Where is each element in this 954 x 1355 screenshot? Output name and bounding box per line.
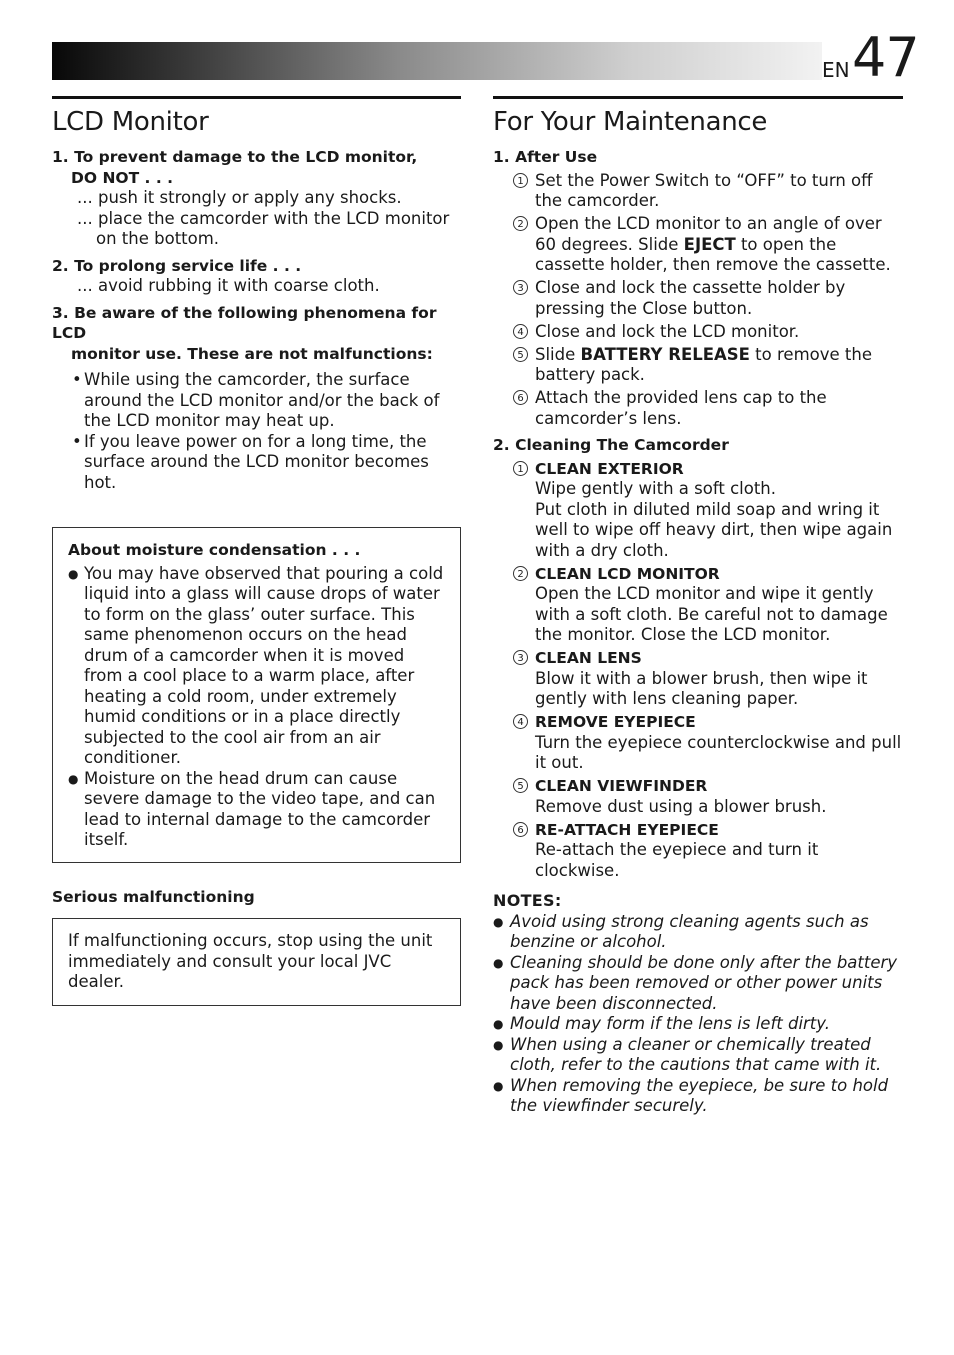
header-gradient-bar	[52, 42, 822, 80]
bullet-text: If you leave power on for a long time, the surface around the LCD monitor becomes hot.	[84, 431, 429, 492]
after-use-heading: 1. After Use	[493, 148, 598, 166]
note-text: When removing the eyepiece, be sure to hold the viewfinder securely.	[510, 1075, 889, 1115]
step-text: Remove dust using a blower brush.	[535, 796, 827, 816]
lcd-monitor-title: LCD Monitor	[52, 96, 461, 137]
step-item	[493, 171, 903, 212]
note-text: Mould may form if the lens is left dirty.	[510, 1014, 831, 1033]
step-number-icon: 1	[513, 173, 528, 188]
bullet-icon: ●	[493, 1037, 504, 1052]
moisture-title: About moisture condensation . . .	[68, 541, 361, 559]
step-number-icon: 4	[513, 324, 528, 339]
item1-heading-line2: DO NOT . . .	[71, 168, 174, 187]
step-item	[493, 345, 903, 386]
list-item	[493, 953, 903, 1015]
item2-heading: 2. To prolong service life . . .	[52, 256, 302, 275]
step-item	[493, 648, 903, 710]
item1-lines	[52, 188, 461, 250]
step-title: CLEAN LENS	[535, 649, 642, 667]
item1-line: ... place the camcorder with the LCD monitor on the bottom.	[77, 208, 450, 248]
list-item	[493, 1014, 903, 1035]
item3-bullets	[52, 370, 461, 493]
step-number-icon: 1	[513, 461, 528, 476]
bullet-icon: ●	[493, 1017, 504, 1031]
step-number-icon: 2	[513, 566, 528, 581]
step-text: Blow it with a blower brush, then wipe it gently with lens cleaning paper.	[535, 668, 868, 708]
step-number-icon: 6	[513, 390, 528, 405]
step-title: CLEAN VIEWFINDER	[535, 777, 708, 795]
item3-heading	[52, 303, 461, 365]
after-use-steps	[493, 171, 903, 430]
bullet-text: You may have observed that pouring a cold liquid into a glass will cause drops of water to form on the glass’ outer surface. This same phenomenon occurs on the head drum of a camcorder when it is moved from a cool place to a warm place, after heating a cold room, under extremely humid conditions or in a place directly subjected to the cool air from an air conditioner.	[84, 563, 444, 767]
step-bold: EJECT	[683, 234, 736, 254]
step-number-icon: 2	[513, 216, 528, 231]
item1-heading	[52, 147, 461, 188]
list-item	[68, 564, 446, 769]
step-item	[493, 820, 903, 882]
cleaning-steps	[493, 459, 903, 882]
list-item	[52, 432, 461, 494]
item1-heading-line1: 1. To prevent damage to the LCD monitor,	[52, 148, 418, 166]
bullet-text: Moisture on the head drum can cause severe damage to the video tape, and can lead to internal damage to the camcorder itself.	[84, 768, 436, 849]
step-title: CLEAN LCD MONITOR	[535, 564, 720, 583]
step-number-icon: 5	[513, 778, 528, 793]
step-item	[493, 776, 903, 817]
step-number-icon: 4	[513, 714, 528, 729]
bullet-icon: ●	[493, 914, 504, 929]
moisture-box	[52, 527, 461, 863]
list-item	[52, 370, 461, 432]
list-item	[493, 1035, 903, 1076]
maintenance-title: For Your Maintenance	[493, 96, 903, 137]
item1-line: ... push it strongly or apply any shocks.	[77, 188, 402, 207]
note-text: When using a cleaner or chemically treated cloth, refer to the cautions that came with it.	[510, 1034, 882, 1074]
bullet-icon: ●	[493, 955, 504, 970]
step-item	[493, 712, 903, 774]
notes-heading: NOTES:	[493, 891, 562, 910]
list-item	[493, 1076, 903, 1117]
step-item	[493, 278, 903, 319]
step-bold: BATTERY RELEASE	[580, 344, 750, 364]
step-text: Attach the provided lens cap to the camcorder’s lens.	[535, 388, 827, 428]
step-text: Set the Power Switch to “OFF” to turn off the camcorder.	[535, 170, 873, 210]
step-item	[493, 214, 903, 276]
step-title: RE-ATTACH EYEPIECE	[535, 820, 719, 839]
step-number-icon: 5	[513, 347, 528, 362]
step-text: Open the LCD monitor to an angle of over 60 degrees. Slide	[535, 214, 882, 254]
step-item	[493, 322, 903, 343]
step-text: Re-attach the eyepiece and turn it clockwise.	[535, 840, 819, 880]
step-item	[493, 459, 903, 562]
step-number-icon: 3	[513, 280, 528, 295]
step-item	[493, 388, 903, 429]
bullet-icon: •	[72, 370, 82, 389]
step-title: CLEAN EXTERIOR	[535, 459, 684, 478]
note-text: Avoid using strong cleaning agents such as benzine or alcohol.	[510, 911, 869, 951]
serious-malfunction-box: If malfunctioning occurs, stop using the unit immediately and consult your local JVC dealer.	[52, 918, 461, 1006]
bullet-icon: •	[72, 431, 82, 451]
item3-heading-line2: monitor use. These are not malfunctions:	[71, 344, 433, 363]
step-text: Turn the eyepiece counterclockwise and pull it out.	[535, 732, 902, 772]
step-number-icon: 6	[513, 822, 528, 837]
step-number-icon: 3	[513, 650, 528, 665]
list-item	[68, 769, 446, 851]
maintenance-section	[493, 96, 903, 1117]
step-text: Put cloth in diluted mild soap and wring it well to wipe off heavy dirt, then wipe again with a dry cloth.	[535, 499, 893, 560]
note-text: Cleaning should be done only after the battery pack has been removed or other power units have been disconnected.	[510, 952, 898, 1013]
item2-lines	[52, 276, 461, 297]
bullet-icon: ●	[68, 566, 79, 581]
item2-line: ... avoid rubbing it with coarse cloth.	[77, 276, 380, 295]
step-text: to open the cassette holder, then remove the cassette.	[535, 234, 891, 274]
page-number: 47	[852, 26, 919, 89]
step-title: REMOVE EYEPIECE	[535, 713, 696, 731]
step-text: Slide	[535, 344, 581, 364]
bullet-text: While using the camcorder, the surface around the LCD monitor and/or the back of the LCD monitor may heat up.	[84, 370, 440, 430]
notes-list	[493, 912, 903, 1117]
serious-malfunction-heading: Serious malfunctioning	[52, 887, 255, 906]
step-text: Close and lock the cassette holder by pressing the Close button.	[535, 278, 846, 318]
step-item	[493, 564, 903, 646]
item3-heading-line1: 3. Be aware of the following phenomena for LCD	[52, 303, 437, 342]
step-text: Close and lock the LCD monitor.	[535, 321, 800, 341]
cleaning-heading: 2. Cleaning The Camcorder	[493, 436, 729, 454]
step-text: Open the LCD monitor and wipe it gently with a soft cloth. Be careful not to damage the monitor. Close the LCD monitor.	[535, 584, 888, 644]
list-item	[493, 912, 903, 953]
step-text: to remove the battery pack.	[535, 344, 872, 384]
bullet-icon: ●	[493, 1078, 504, 1093]
step-text: Wipe gently with a soft cloth.	[535, 479, 777, 498]
bullet-icon: ●	[68, 771, 79, 786]
lcd-monitor-section	[52, 96, 461, 1006]
language-label: EN	[822, 58, 850, 82]
